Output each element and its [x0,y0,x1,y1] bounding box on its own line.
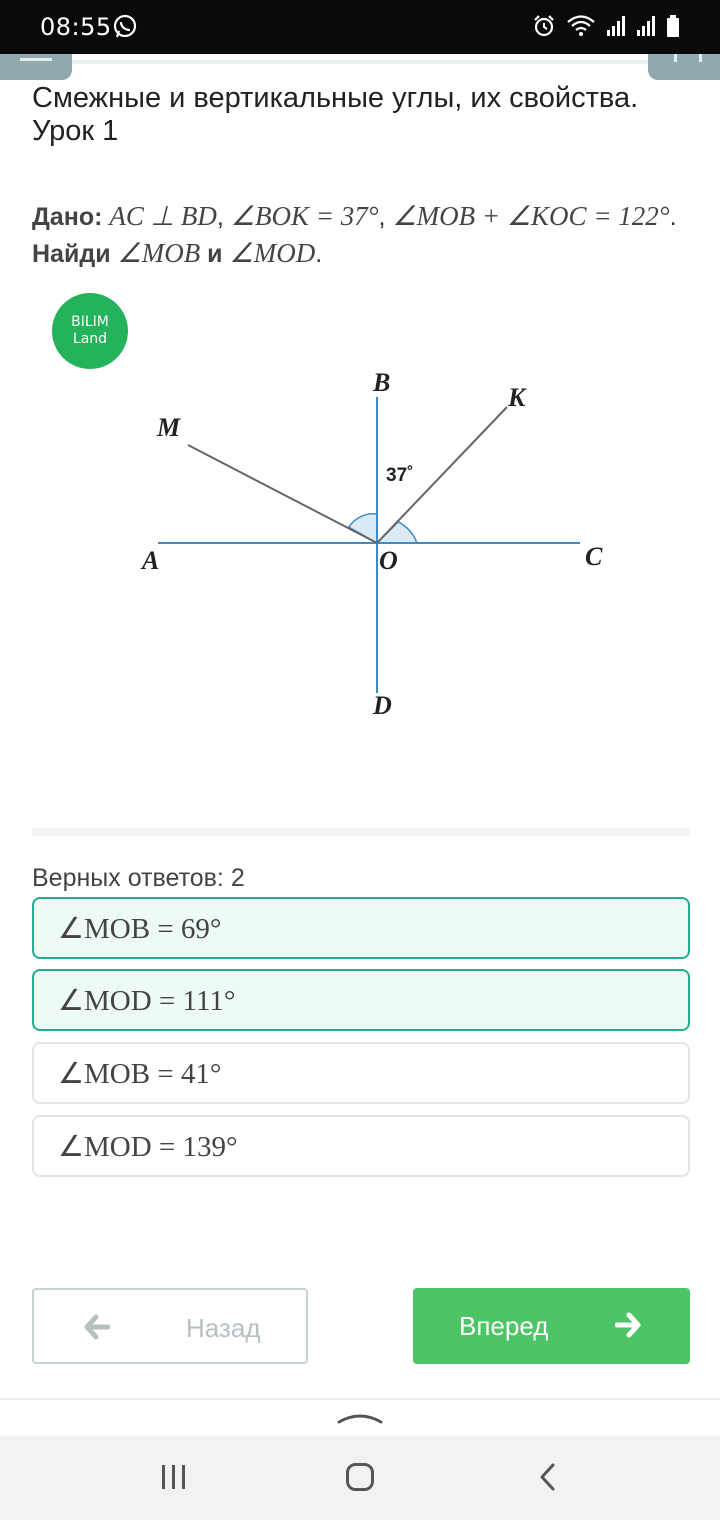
ray-om [188,445,377,543]
menu-tab-button[interactable] [0,54,72,80]
answer-option-1[interactable] [32,897,690,959]
answers-count-label: Верных ответов: 2 [32,864,245,892]
logo-line-1: BILIM [71,314,109,330]
top-divider [72,60,648,64]
home-icon[interactable] [345,1462,375,1492]
bilimland-logo [52,293,128,369]
next-button-label: Вперед [459,1311,549,1341]
label-c: C [585,542,603,571]
given-expr-3: ∠MOB + ∠KOC = 122° [392,201,670,231]
close-tab-button[interactable] [648,54,720,80]
angle-arc-mob [349,514,377,543]
battery-icon [666,14,680,38]
arrow-left-icon [84,1314,110,1340]
next-button[interactable] [413,1288,690,1364]
section-divider [32,828,690,836]
find-label: Найди [32,240,111,268]
label-d: D [373,691,392,720]
answer-option-text: ∠MOD = 111° [58,984,236,1017]
chevron-up-icon[interactable] [337,1408,383,1428]
status-bar [0,0,720,54]
logo-line-2: Land [72,331,108,347]
signal-icon [636,14,656,38]
answer-option-text: ∠MOB = 69° [58,912,222,945]
answer-option-2[interactable] [32,969,690,1031]
label-a: A [142,546,160,575]
angle-label-37: 37˚ [386,465,414,486]
status-time: 08:55 [40,13,112,41]
label-b: B [373,368,391,397]
given-label: Дано: [32,203,103,231]
find-expr-2: ∠MOD [229,238,316,268]
footer-divider [0,1398,720,1400]
back-button-label: Назад [186,1313,261,1343]
alarm-icon [532,14,556,38]
given-expr-1: AC ⊥ BD [109,201,217,231]
back-button[interactable] [32,1288,308,1364]
wifi-icon [566,14,596,38]
answer-option-text: ∠MOD = 139° [58,1130,238,1163]
answer-option-3[interactable] [32,1042,690,1104]
answer-option-4[interactable] [32,1115,690,1177]
status-icons [532,14,680,38]
answer-option-text: ∠MOB = 41° [58,1057,222,1090]
back-icon[interactable] [536,1462,560,1492]
and-word: и [207,240,223,268]
arrow-right-icon [615,1312,641,1338]
label-k: K [508,383,526,412]
system-nav-bar [0,1436,720,1520]
geometry-diagram [130,360,630,730]
recents-icon[interactable] [159,1462,189,1492]
given-expr-2: ∠BOK = 37° [230,201,379,231]
signal-icon [606,14,626,38]
angle-arc-koc [377,522,417,543]
label-m: M [157,413,181,442]
whatsapp-icon [112,14,138,40]
task-statement: Дано: AC ⊥ BD, ∠BOK = 37°, ∠MOB + ∠KOC = 122°. Найди ∠MOB и ∠MOD. [32,201,677,268]
lesson-title: Смежные и вертикальные углы, их свойства. Урок 1 [32,82,639,147]
find-expr-1: ∠MOB [117,238,201,268]
label-o: O [379,546,398,575]
